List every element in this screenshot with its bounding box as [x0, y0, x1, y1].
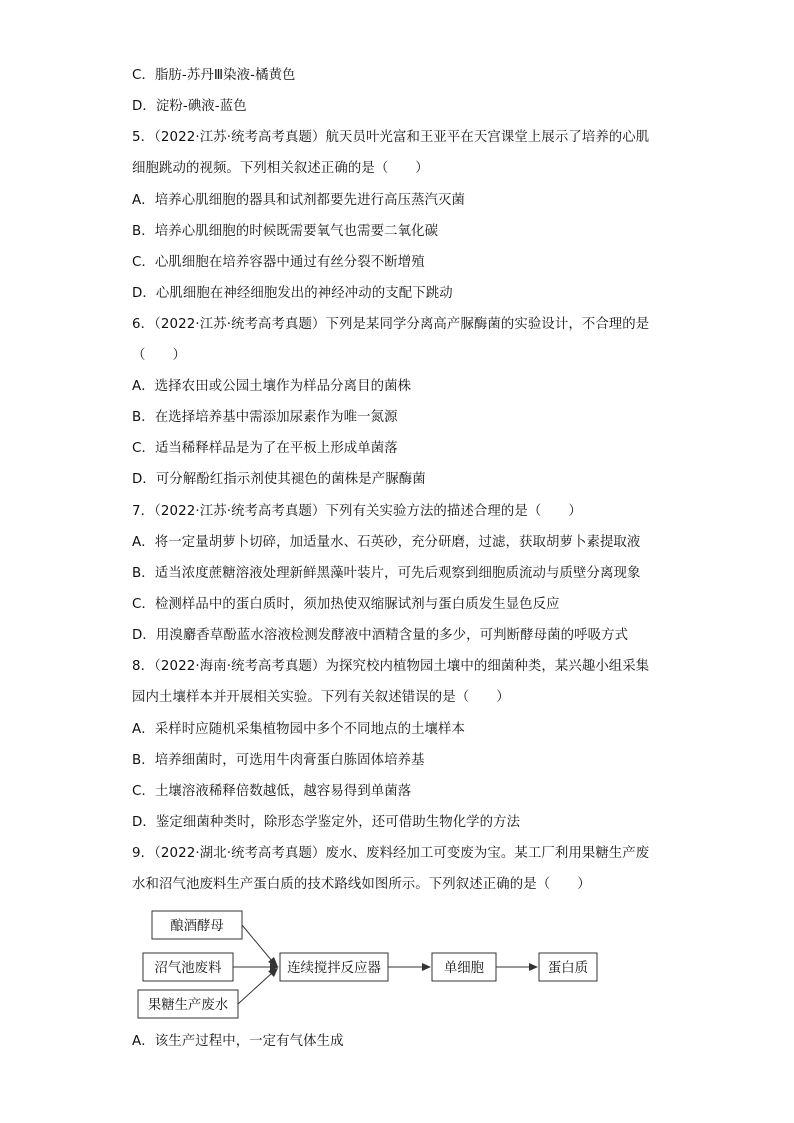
option-4c: C．脂肪-苏丹Ⅲ染液-橘黄色: [132, 68, 296, 83]
question-8-line-2: 园内土壤样本并开展相关实验。下列有关叙述错误的是（ ）: [132, 690, 510, 705]
option-5d: D．心肌细胞在神经细胞发出的神经冲动的支配下跳动: [132, 286, 453, 301]
input-box-yeast: [152, 911, 242, 939]
protein-box: [539, 953, 597, 981]
input-box-fructose-wastewater: [138, 990, 238, 1018]
question-7: 7．（2022·江苏·统考高考真题）下列有关实验方法的描述合理的是（ ）: [132, 504, 582, 519]
single-cell-box: [432, 953, 496, 981]
option-6c: C．适当稀释样品是为了在平板上形成单菌落: [132, 441, 398, 456]
question-6-line-2: （ ）: [132, 348, 186, 363]
reactor-box: [280, 953, 388, 981]
protein-label: 蛋白质: [547, 961, 589, 976]
question-9-line-1: 9．（2022·湖北·统考高考真题）废水、废料经加工可变废为宝。某工厂利用果糖生产废: [132, 846, 650, 861]
option-8a: A．采样时应随机采集植物园中多个不同地点的土壤样本: [132, 722, 466, 737]
option-4d: D．淀粉-碘液-蓝色: [132, 99, 247, 114]
option-6a: A．选择农田或公园土壤作为样品分离目的菌株: [132, 379, 412, 394]
question-5-line-1: 5．（2022·江苏·统考高考真题）航天员叶光富和王亚平在天宫课堂上展示了培养的心肌: [132, 130, 650, 145]
input-box-biogas-waste: [143, 953, 233, 981]
arrow-cell-to-protein: [496, 963, 538, 971]
option-9a: A．该生产过程中，一定有气体生成: [132, 1034, 344, 1049]
arrow-wastewater-to-reactor: [238, 968, 278, 1004]
input-label-biogas-waste: 沼气池废料: [154, 961, 222, 976]
input-label-fructose-wastewater: 果糖生产废水: [147, 998, 229, 1013]
option-7b: B．适当浓度蔗糖溶液处理新鲜黑藻叶装片，可先后观察到细胞质流动与质壁分离现象: [132, 566, 641, 581]
arrow-yeast-to-reactor: [242, 925, 278, 967]
input-label-yeast: 酿酒酵母: [170, 919, 224, 934]
question-6-line-1: 6．（2022·江苏·统考高考真题）下列是某同学分离高产脲酶菌的实验设计，不合理的是: [132, 317, 650, 332]
option-7c: C．检测样品中的蛋白质时，须加热使双缩脲试剂与蛋白质发生显色反应: [132, 597, 560, 612]
option-8d: D．鉴定细菌种类时，除形态学鉴定外，还可借助生物化学的方法: [132, 815, 521, 830]
option-6d: D．可分解酚红指示剂使其褪色的菌株是产脲酶菌: [132, 472, 426, 487]
option-8c: C．土壤溶液稀释倍数越低，越容易得到单菌落: [132, 784, 412, 799]
option-7a: A．将一定量胡萝卜切碎，加适量水、石英砂，充分研磨，过滤，获取胡萝卜素提取液: [132, 535, 641, 550]
option-5a: A．培养心肌细胞的器具和试剂都要先进行高压蒸汽灭菌: [132, 193, 466, 208]
option-5b: B．培养心肌细胞的时候既需要氧气也需要二氧化碳: [132, 224, 439, 239]
question-5-line-2: 细胞跳动的视频。下列相关叙述正确的是（ ）: [132, 161, 429, 176]
reactor-label: 连续搅拌反应器: [287, 961, 381, 976]
question-8-line-1: 8．（2022·海南·统考高考真题）为探究校内植物园土壤中的细菌种类，某兴趣小组采集: [132, 659, 650, 674]
single-cell-label: 单细胞: [443, 961, 485, 976]
option-8b: B．培养细菌时，可选用牛肉膏蛋白胨固体培养基: [132, 753, 425, 768]
question-9-line-2: 水和沼气池废料生产蛋白质的技术路线如图所示。下列叙述正确的是（ ）: [132, 877, 591, 892]
option-5c: C．心肌细胞在培养容器中通过有丝分裂不断增殖: [132, 255, 425, 270]
option-7d: D．用溴麝香草酚蓝水溶液检测发酵液中酒精含量的多少，可判断酵母菌的呼吸方式: [132, 628, 629, 643]
arrow-reactor-to-cell: [388, 963, 431, 971]
option-6b: B．在选择培养基中需添加尿素作为唯一氮源: [132, 410, 398, 425]
